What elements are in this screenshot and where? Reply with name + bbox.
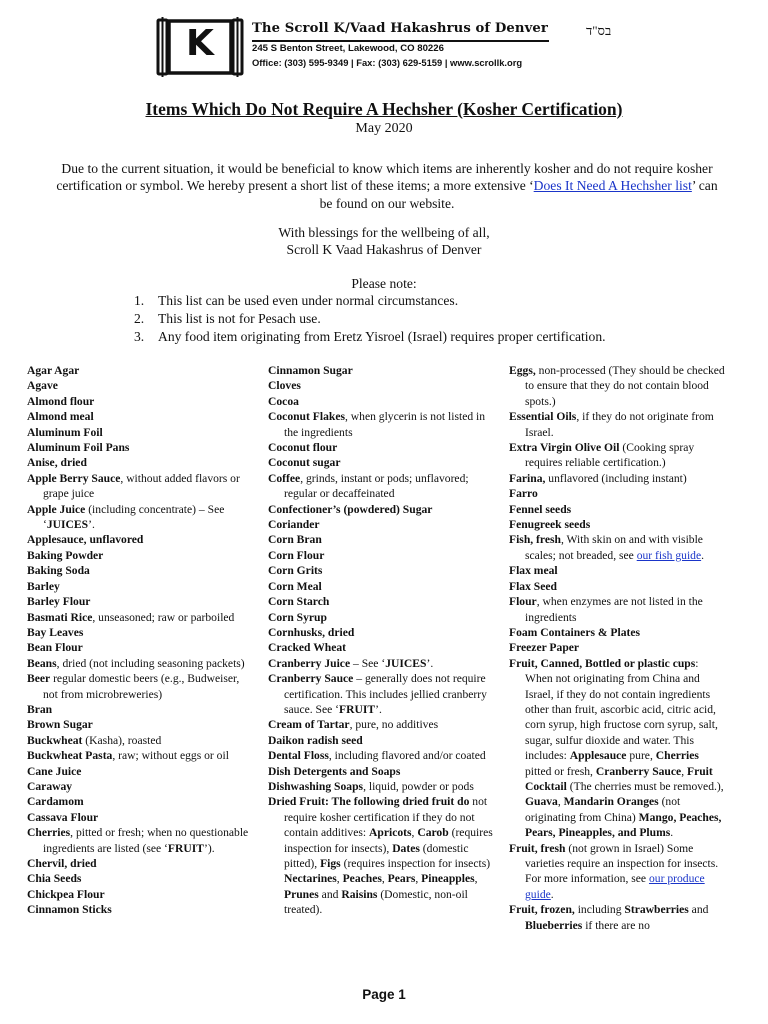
item-description: , [336,872,343,886]
list-item [509,486,727,501]
item-description: (requires inspection for insects), [284,826,493,855]
list-item [268,579,500,594]
list-item [27,748,257,763]
item-name: Corn Starch [268,595,330,609]
organization-name: The Scroll K/Vaad Hakashrus of Denver [252,21,548,36]
note-number: 2. [134,311,145,326]
item-description: , [411,826,418,840]
list-item [268,471,500,502]
document-title-text: Items Which Do Not Require A Hechsher (Kosher Certification) [145,99,623,119]
intro-text-after: ’ can be found on our website. [319,178,718,211]
item-name: Mandarin Oranges [563,795,659,809]
letterhead [156,14,616,80]
item-name: Apple Juice [27,502,86,516]
notes-heading: Please note: [351,276,417,291]
item-name: Cherries [655,749,699,763]
intro-paragraph [54,160,720,212]
item-name: Corn Syrup [268,610,327,624]
item-description: , [381,872,388,886]
document-title [0,99,768,120]
item-name: Dried Fruit: The following dried fruit do [268,795,470,809]
list-item [268,764,500,779]
item-name: Aluminum Foil [27,425,103,439]
item-name: Cardamom [27,795,84,809]
item-name: Cocoa [268,394,299,408]
list-item [268,610,500,625]
item-description: regular domestic beers (e.g., Budweiser, not from microbreweries) [43,672,240,701]
list-item [509,363,727,409]
item-name: Applesauce, unflavored [27,533,144,547]
note-text: Any food item originating from Eretz Yisroel (Israel) requires proper certification. [158,329,606,344]
item-description: . [550,887,554,901]
list-item [27,625,257,640]
item-name: Eggs, [509,364,536,377]
item-name: Beans [27,656,57,670]
list-item [268,409,500,440]
list-item [27,733,257,748]
item-description: (requires inspection for insects) [340,857,491,870]
item-description: , including flavored and/or coated [328,749,486,763]
item-description: ’. [375,702,382,716]
list-item [27,717,257,732]
item-name: Cranberry Sauce [595,764,682,778]
item-name: Buckwheat [27,733,83,747]
item-name: Almond meal [27,410,94,424]
item-description: , if they do not originate from Israel. [525,410,714,439]
list-item [27,887,257,902]
item-description: , [557,795,564,809]
note-number: 3. [134,329,145,344]
item-name: Guava [525,795,558,809]
item-description: pitted or fresh, [525,764,596,778]
item-name: Barley Flour [27,595,91,609]
items-column-2 [268,363,500,918]
item-description: and [318,887,342,901]
item-name: Chervil, dried [27,857,97,870]
list-item [509,471,727,486]
item-description: ’. [88,518,95,532]
item-name: Agar Agar [27,364,80,377]
list-item [268,733,500,748]
item-description: , [681,764,687,778]
organization-address: 245 S Benton Street, Lakewood, CO 80226 [252,43,444,54]
list-item [509,625,727,640]
item-description: and [688,903,709,917]
item-name: Freezer Paper [509,641,580,655]
item-name: Dish Detergents and Soaps [268,764,401,778]
item-name: Fennel seeds [509,502,572,516]
list-item [268,748,500,763]
item-description: if there are no [582,918,650,932]
list-item [509,594,727,625]
list-item [27,471,257,502]
list-item [27,363,257,378]
item-name: Coriander [268,518,320,532]
item-name: Essential Oils [509,410,577,424]
item-description: , pure, no additives [349,718,439,732]
item-name: Flour [509,595,537,609]
letterhead-rule [252,40,549,42]
list-item [27,810,257,825]
list-item [509,579,727,594]
list-item [27,409,257,424]
item-name: Carob [417,826,449,840]
item-name: Raisins [341,887,378,901]
item-name: Agave [27,379,58,393]
list-item [268,594,500,609]
list-item [27,532,257,547]
item-name: Blueberries [525,918,583,932]
item-name: Extra Virgin Olive Oil [509,441,620,455]
item-description: (Kasha), roasted [82,733,162,747]
guide-link[interactable]: our produce guide [525,872,705,901]
item-description: , With skin on and with visible scales; not breaded, see [525,533,703,562]
list-item [27,702,257,717]
item-name: Caraway [27,779,73,793]
list-item [509,532,727,563]
item-name: FRUIT [167,841,204,855]
item-name: Corn Bran [268,533,322,547]
item-name: Nectarines [284,872,337,886]
note-text: This list can be used even under normal circumstances. [158,293,459,308]
list-item [27,640,257,655]
item-name: Applesauce [569,749,627,763]
blessing-signature: Scroll K Vaad Hakashrus of Denver [286,242,482,258]
item-name: Basmati Rice [27,610,93,624]
list-item [27,378,257,393]
list-item [268,563,500,578]
list-item [27,779,257,794]
item-name: Cane Juice [27,764,82,778]
list-item [268,502,500,517]
item-description: (Cooking spray requires reliable certification.) [525,441,695,470]
list-item [509,517,727,532]
item-description: not require kosher certification if they do not contain additives: [284,795,488,840]
list-item [27,671,257,702]
item-description: – See ‘ [350,656,386,670]
list-item [268,378,500,393]
item-description: (domestic pitted), [284,841,469,870]
item-name: JUICES [385,656,427,670]
list-item [509,902,727,933]
item-name: Dishwashing Soaps [268,779,364,793]
list-item [27,794,257,809]
item-description: , dried (not including seasoning packets) [56,656,245,670]
list-item [268,671,500,717]
item-description: , pitted or fresh; when no questionable ingredients are listed (see ‘ [43,826,249,855]
item-description: – generally does not require certification. This includes jellied cranberry sauce. See ‘ [284,672,487,716]
item-name: Apple Berry Sauce [27,471,121,485]
note-item [134,292,606,310]
list-item [509,440,727,471]
list-item [268,363,500,378]
item-name: Confectioner’s (powdered) Sugar [268,502,433,516]
item-description: ’). [203,841,215,855]
list-item [27,825,257,856]
item-name: Dates [392,841,420,855]
item-name: Bran [27,702,53,716]
item-name: Cracked Wheat [268,641,347,655]
item-name: Cranberry Juice [268,656,351,670]
item-name: Cranberry Sauce [268,672,354,686]
item-name: Cornhusks, dried [268,625,355,639]
hechsher-list-link[interactable]: Does It Need A Hechsher list [533,178,692,194]
item-description: , raw; without eggs or oil [112,749,229,763]
item-name: Coconut sugar [268,456,341,470]
list-item [509,640,727,655]
item-description: , when glycerin is not listed in the ingredients [284,410,486,439]
item-name: Farro [509,487,538,501]
item-name: Strawberries [624,903,689,917]
item-name: JUICES [46,518,89,532]
item-name: Flax meal [509,564,558,578]
guide-link[interactable]: our fish guide [636,548,702,562]
list-item [27,502,257,533]
item-description: , grinds, instant or pods; unflavored; regular or decaffeinated [284,471,469,501]
item-name: Coffee [268,471,301,485]
list-item [268,440,500,455]
list-item [27,610,257,625]
items-column-3 [509,363,727,933]
list-item [27,856,257,871]
item-name: Coconut Flakes [268,410,345,424]
list-item [27,871,257,886]
item-description: (The cherries must be removed.), [566,779,724,793]
item-description: , liquid, powder or pods [363,779,474,793]
item-description: pure, [626,749,656,763]
item-name: Fenugreek seeds [509,518,591,532]
item-name: Flax Seed [509,579,557,593]
item-name: Baking Soda [27,564,90,578]
item-name: Chia Seeds [27,872,82,886]
list-item [509,409,727,440]
item-description: unflavored (including instant) [545,471,687,485]
list-item [268,455,500,470]
item-name: Bean Flour [27,641,83,655]
item-name: Bay Leaves [27,625,84,639]
item-name: Peaches [342,872,382,886]
blessing-line: With blessings for the wellbeing of all, [278,225,490,240]
list-item [268,717,500,732]
item-description: . [701,548,705,562]
list-item [27,563,257,578]
list-item [268,625,500,640]
list-item [27,656,257,671]
list-item [509,656,727,841]
item-name: Beer [27,672,51,686]
list-item [27,394,257,409]
note-item [134,310,606,328]
item-description: (including concentrate) – See ‘ [43,502,225,532]
item-name: Coconut flour [268,441,338,455]
item-name: Figs [320,857,341,870]
item-name: Buckwheat Pasta [27,749,113,763]
item-name: Mango, Peaches, Pears, Pineapples, and Plums [525,810,722,840]
list-item [509,841,727,903]
list-item [27,764,257,779]
item-description: ’. [426,656,434,670]
item-description: , without added flavors or grape juice [43,471,240,501]
list-item [27,579,257,594]
list-item [27,902,257,917]
list-item [268,394,500,409]
item-name: Brown Sugar [27,718,93,732]
list-item [27,455,257,470]
list-item [27,548,257,563]
organization-contact: Office: (303) 595-9349 | Fax: (303) 629-5159 | www.scrollk.org [252,57,523,68]
item-name: Fish, fresh [509,533,561,547]
item-description: (not grown in Israel) Some varieties require an inspection for insects. For more information, see [525,841,719,886]
list-item [27,440,257,455]
list-item [268,794,500,917]
notes-list [134,292,606,346]
item-description: . [670,826,674,840]
item-description: non-processed (They should be checked to ensure that they do not contain blood spots.) [525,364,725,408]
item-name: Pineapples [421,872,475,886]
item-description: , [415,872,422,886]
hebrew-heading: בס"ד [586,23,612,38]
list-item [268,656,500,671]
item-name: Baking Powder [27,548,104,562]
item-description: including [574,903,625,917]
items-column-1 [27,363,257,918]
item-name: Pears [387,872,416,886]
list-item [509,563,727,578]
item-description: : When not originating from China and Israel, if they do not contain ingredients other than fruit, ascorbic acid, citric acid, corn syrup, high fructose corn syrup, salt, sugar, sulfur dioxide and water. This includes: [525,656,718,763]
item-name: Cream of Tartar [268,718,350,732]
list-item [268,548,500,563]
page-number: Page 1 [362,987,406,1002]
list-item [268,532,500,547]
item-name: Farina, [509,471,546,485]
item-name: Cherries [27,826,71,840]
blessing-block [0,224,768,259]
item-name: FRUIT [339,702,376,716]
item-name: Apricots [369,826,412,840]
item-name: Foam Containers & Plates [509,625,641,639]
document-date: May 2020 [355,121,413,136]
item-description: , unseasoned; raw or parboiled [92,610,235,624]
item-name: Corn Grits [268,564,323,578]
logo-letter: K [186,23,214,64]
item-name: Fruit, frozen, [509,903,575,917]
item-name: Almond flour [27,394,95,408]
item-name: Corn Meal [268,579,322,593]
item-name: Corn Flour [268,548,325,562]
item-name: Cassava Flour [27,810,99,824]
item-name: Prunes [284,887,319,901]
note-number: 1. [134,293,145,308]
item-name: Anise, dried [27,456,87,470]
item-name: Dental Floss [268,749,329,763]
item-name: Daikon radish seed [268,733,363,747]
intro-text-before: Due to the current situation, it would be beneficial to know which items are inherently kosher and do not require kosher certification or symbol. We hereby present a short list of these items; a more extensive ‘ [56,161,713,194]
item-description: , [474,872,478,886]
item-name: Fruit, Canned, Bottled or plastic cups [509,656,696,670]
list-item [27,594,257,609]
note-item [134,328,606,346]
list-item [509,502,727,517]
item-name: Cinnamon Sugar [268,364,353,377]
list-item [268,517,500,532]
item-name: Fruit, fresh [509,841,566,855]
list-item [268,640,500,655]
item-name: Chickpea Flour [27,887,105,901]
item-name: Fruit Cocktail [525,764,713,793]
note-text: This list is not for Pesach use. [158,311,321,326]
item-description: (not originating from China) [525,795,681,824]
item-name: Barley [27,579,60,593]
item-name: Cinnamon Sticks [27,903,112,917]
item-description: , when enzymes are not listed in the ingredients [525,595,703,624]
item-name: Cloves [268,379,301,393]
item-description: (Domestic, non-oil treated). [284,887,468,917]
list-item [27,425,257,440]
list-item [268,779,500,794]
item-name: Aluminum Foil Pans [27,441,130,455]
